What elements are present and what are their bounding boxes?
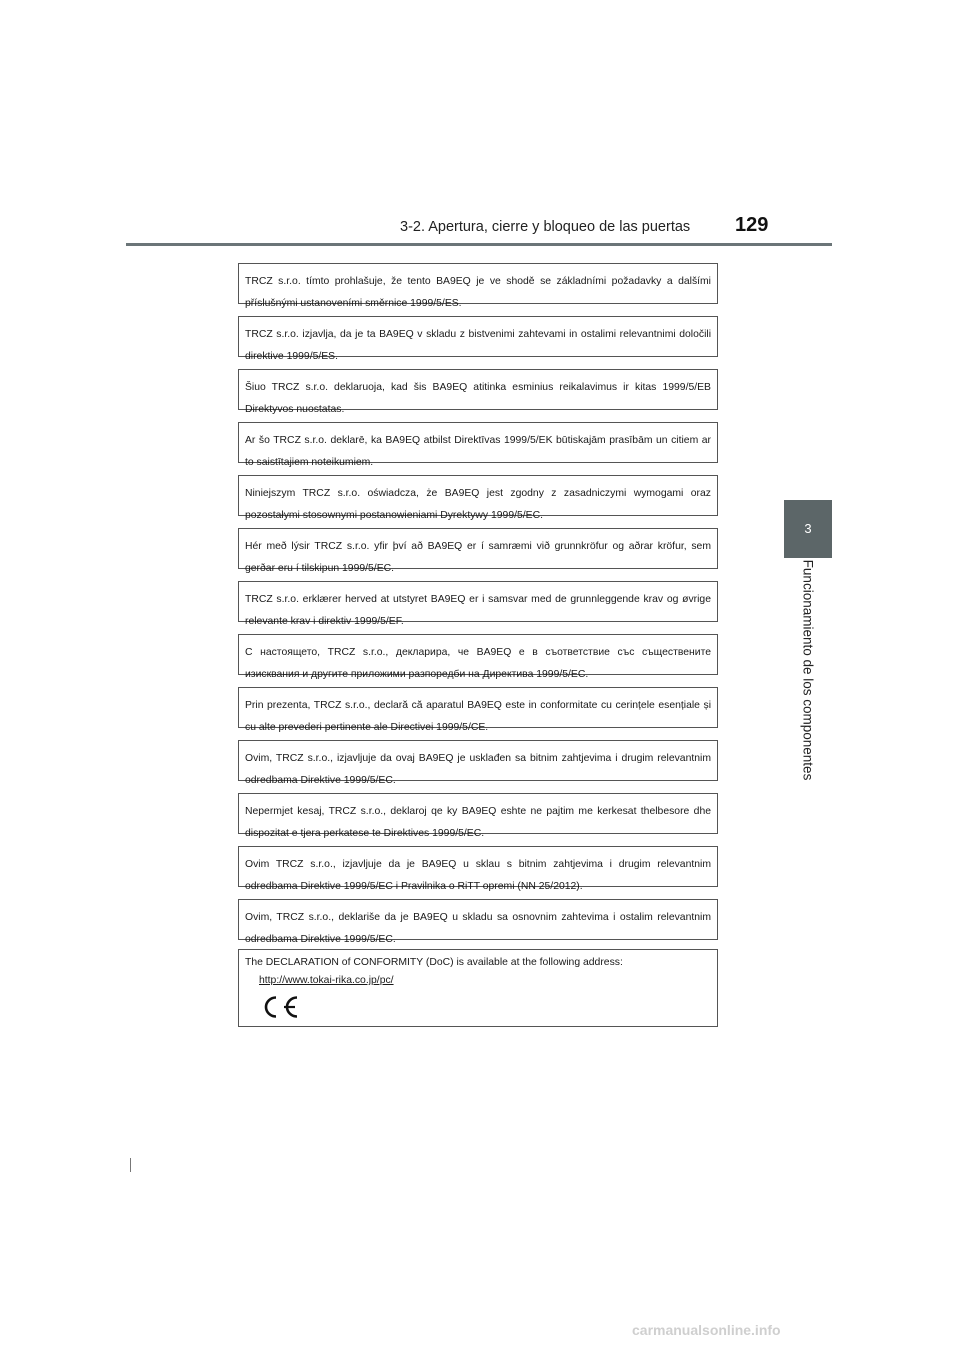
declaration-box-romanian — [238, 687, 718, 733]
chapter-tab: 3 — [784, 500, 832, 558]
declaration-text: Ovim, TRCZ s.r.o., deklariše da je BA9EQ u skladu sa osnovnim zahtevima i ostalim relevantnim odredbama Direktive 1999/5/EC. — [245, 912, 711, 945]
doc-notice-text: The DECLARATION of CONFORMITY (DoC) is available at the following address: — [245, 957, 623, 968]
declaration-box-polish — [238, 475, 718, 521]
ce-mark-icon — [257, 994, 301, 1020]
doc-url-link[interactable]: http://www.tokai-rika.co.jp/pc/ — [259, 975, 394, 986]
declaration-text: Ovim, TRCZ s.r.o., izjavljuje da ovaj BA9EQ je usklađen sa bitnim zahtjevima i drugim relevantnim odredbama Direktive 1999/5/EC. — [245, 753, 711, 786]
declaration-box-lithuanian — [238, 369, 718, 415]
declaration-box-bulgarian — [238, 634, 718, 680]
declaration-box-icelandic — [238, 528, 718, 574]
declaration-box-serbian — [238, 899, 718, 945]
declaration-text: Ovim TRCZ s.r.o., izjavljuje da je BA9EQ u sklau s bitnim zahtjevima i drugim relevantnim odredbama Direktive 1999/5/EC i Pravilnika o RiTT opremi (NN 25/2012). — [245, 859, 711, 892]
declaration-text: TRCZ s.r.o. izjavlja, da je ta BA9EQ v skladu z bistvenimi zahtevami in ostalimi relevantnimi določili direktive 1999/5/ES. — [245, 329, 711, 362]
page-number: 129 — [735, 214, 769, 236]
chapter-side-label: Funcionamiento de los componentes — [800, 559, 816, 781]
declaration-text: TRCZ s.r.o. erklærer herved at utstyret BA9EQ er i samsvar med de grunnleggende krav og øvrige relevante krav i direktiv 1999/5/EF. — [245, 594, 711, 627]
declaration-text: Ar šo TRCZ s.r.o. deklarē, ka BA9EQ atbilst Direktīvas 1999/5/EK būtiskajām prasībām un citiem ar to saistītajiem noteikumiem. — [245, 435, 711, 468]
watermark: carmanualsonline.info — [632, 1322, 781, 1338]
header-rule — [126, 243, 832, 246]
declaration-box-czech — [238, 263, 718, 309]
declaration-box-croatian — [238, 846, 718, 892]
declaration-text: Hér með lýsir TRCZ s.r.o. yfir því að BA9EQ er í samræmi við grunnkröfur og aðrar kröfur, sem gerðar eru í tilskipun 1999/5/EC. — [245, 541, 711, 574]
margin-mark — [130, 1158, 131, 1172]
declaration-box-slovenian — [238, 316, 718, 362]
declaration-text: Nepermjet kesaj, TRCZ s.r.o., deklaroj qe ky BA9EQ eshte ne pajtim me kerkesat thelbesore dhe dispozitat e tjera perkatese te Direktives 1999/5/EC. — [245, 806, 711, 839]
declaration-text: TRCZ s.r.o. tímto prohlašuje, že tento BA9EQ je ve shodě se základními požadavky a dalšími příslušnými ustanoveními směrnice 1999/5/ES. — [245, 276, 711, 309]
declaration-text: Prin prezenta, TRCZ s.r.o., declară că aparatul BA9EQ este in conformitate cu cerințele esențiale și cu alte prevederi pertinente ale Directivei 1999/5/CE. — [245, 700, 711, 733]
section-title: 3-2. Apertura, cierre y bloqueo de las puertas — [400, 219, 691, 235]
declaration-box-albanian — [238, 793, 718, 839]
declaration-box-norwegian — [238, 581, 718, 627]
declaration-text: С настоящето, TRCZ s.r.o., декларира, че BA9EQ е в съответствие със съществените изисквания и другите приложими разпоредби на Директива 1999/5/EC. — [245, 647, 711, 680]
declaration-text: Niniejszym TRCZ s.r.o. oświadcza, że BA9EQ jest zgodny z zasadniczymi wymogami oraz pozostałymi stosownymi postanowieniami Dyrektywy 1999/5/EC. — [245, 488, 711, 521]
declaration-box-bosnian — [238, 740, 718, 786]
doc-notice-box — [238, 949, 718, 1027]
declaration-box-latvian — [238, 422, 718, 468]
declaration-text: Šiuo TRCZ s.r.o. deklaruoja, kad šis BA9EQ atitinka esminius reikalavimus ir kitas 1999/5/EB Direktyvos nuostatas. — [245, 382, 711, 415]
